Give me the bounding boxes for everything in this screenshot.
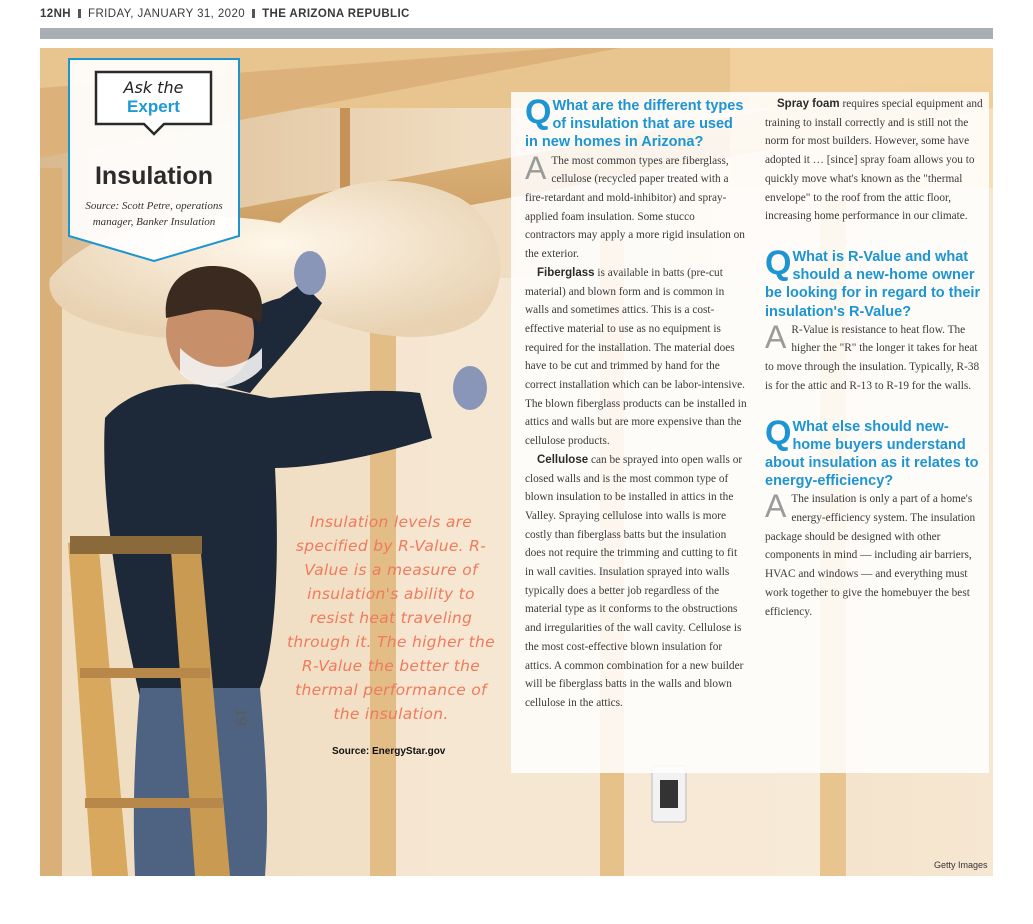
folio-divider xyxy=(252,9,255,18)
a-initial: A xyxy=(765,318,787,355)
ladder-rung xyxy=(80,668,210,678)
stud-marking: 19 xyxy=(232,708,249,726)
a-initial: A xyxy=(765,488,787,525)
ask-the-expert-badge xyxy=(68,58,240,262)
answer-text: The insulation is only a part of a home's energy-efficiency system. The insulation package should be designed with other components in mind — including air barriers, HVAC and windows — and everything must work together to give the homebuyer the best efficiency. xyxy=(765,493,976,618)
topic-title: Insulation xyxy=(94,162,214,190)
q-initial: Q xyxy=(525,93,552,131)
expert-source: Source: Scott Petre, operations manager, Banker Insulation xyxy=(85,200,223,228)
answer-3 xyxy=(765,490,983,621)
q-initial: Q xyxy=(765,243,792,282)
answer-1 xyxy=(525,149,747,713)
term-cellulose: Cellulose xyxy=(537,453,589,466)
publication-date: FRIDAY, JANUARY 31, 2020 xyxy=(88,8,246,20)
r-value-note: Insulation levels are specified by R-Value. R-Value is a measure of insulation's ability to resist heat traveling through it. The higher the R-Value the better the thermal performance of the insulation. xyxy=(286,513,496,723)
answer-text: is available in batts (pre-cut material) and blown form and is common in walls and sometimes attics. This is a cost-effective material to use as no equipment is required for the installation. The material does have to be cut and trimmed by hand for the correct installation which can be labor-intensive. The blown fiberglass products can be installed in attics and walls but are more expensive than the cellulose products. xyxy=(525,266,747,448)
answer-text: R-Value is resistance to heat flow. The higher the "R" the longer it takes for heat to move through the insulation. Typically, R-38 is for the attic and R-13 to R-19 for the walls. xyxy=(765,323,980,392)
photo-credit: Getty Images xyxy=(934,860,988,870)
answer-text: can be sprayed into open walls or closed walls and is the most common type of blown insulation to be installed in attics in the Valley. Spraying cellulose into walls is more costly than fiberglass batts but the insulation does not require the trimming and cutting to fit in wall cavities. Insulation sprayed into walls typically does a better job regardless of the material type as it conforms to the obstructions and irregularities of the wall cavity. Cellulose is the most cost-effective blown insulation for attics. A common combination for a new builder will be fiberglass batts in the walls and blown cellulose in the attics. xyxy=(525,453,744,709)
question-3 xyxy=(765,413,983,491)
header-rule xyxy=(40,28,993,39)
qa-column-right xyxy=(765,95,983,621)
answer-1-continued xyxy=(765,95,983,226)
work-glove xyxy=(294,251,326,295)
ladder-rung xyxy=(85,798,223,808)
term-spray-foam: Spray foam xyxy=(777,98,840,110)
question-text: What else should new-home buyers understand about insulation as it relates to energy-efficiency? xyxy=(765,418,979,490)
expert-text: Expert xyxy=(127,97,180,116)
question-text: What is R-Value and what should a new-home owner be looking for in regard to their insulation's R-Value? xyxy=(765,248,981,320)
a-initial: A xyxy=(525,149,547,186)
folio-divider xyxy=(78,9,81,18)
qa-column-left xyxy=(525,93,747,713)
ask-the-text: Ask the xyxy=(123,78,184,97)
question-1 xyxy=(525,93,747,152)
ask-the-expert-logo xyxy=(96,72,211,128)
answer-text: requires special equipment and training to install correctly and is still not the norm for most builders. However, some have adopted it … [since] spray foam allows you to quickly move what's known as the "thermal envelope" to the roof from the attic floor, increasing home performance in our climate. xyxy=(765,98,983,223)
work-glove xyxy=(453,366,487,410)
page-number: 12NH xyxy=(40,8,72,20)
page-folio xyxy=(40,8,410,20)
qa-panel xyxy=(511,92,989,773)
term-fiberglass: Fiberglass xyxy=(537,266,595,279)
newspaper-name: THE ARIZONA REPUBLIC xyxy=(262,8,410,20)
question-2 xyxy=(765,243,983,321)
q-initial: Q xyxy=(765,413,792,452)
note-source: Source: EnergyStar.gov xyxy=(332,746,446,757)
answer-2 xyxy=(765,318,983,396)
answer-text: The most common types are fiberglass, cellulose (recycled paper treated with a fire-retardant and mold-inhibitor) and spray-applied foam insulation. Some stucco contractors may apply a more rigid insulation on the exterior. xyxy=(525,154,745,261)
question-text: What are the different types of insulation that are used in new homes in Arizona? xyxy=(525,98,744,151)
